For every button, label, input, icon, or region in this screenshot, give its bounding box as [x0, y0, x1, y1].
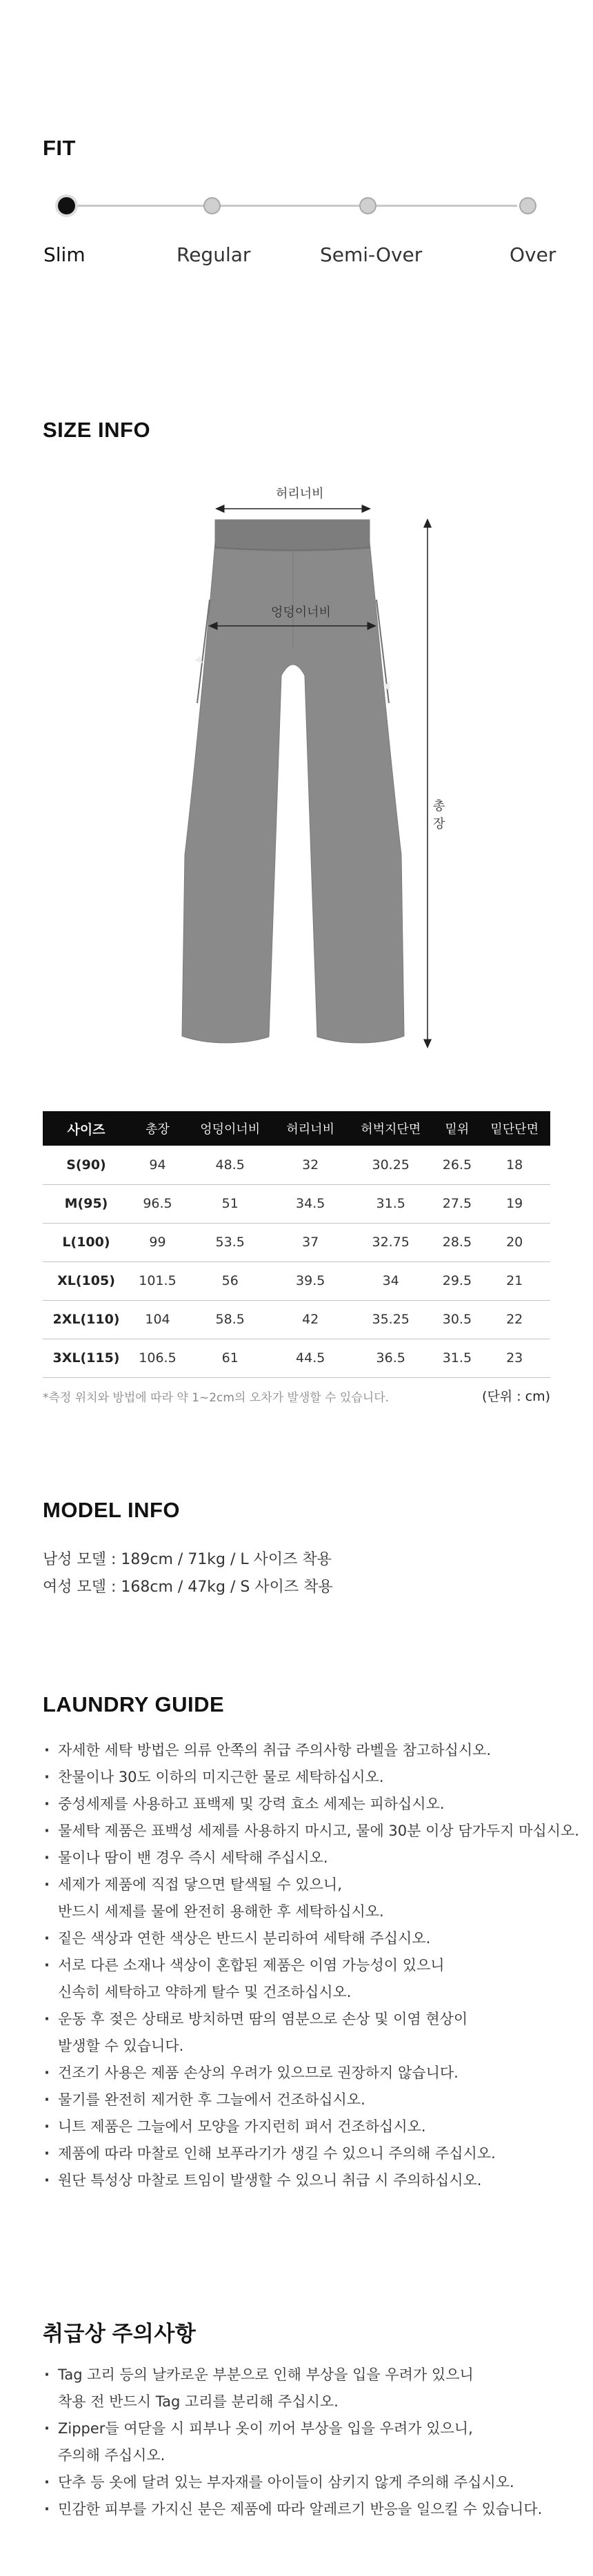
table-cell: 61	[185, 1339, 274, 1377]
table-cell: 99	[130, 1223, 185, 1261]
table-cell: 21	[479, 1261, 550, 1300]
table-cell: 42	[274, 1300, 346, 1339]
table-cell: 96.5	[130, 1184, 185, 1223]
list-item-text: 물기를 완전히 제거한 후 그늘에서 건조하십시오.	[58, 2091, 365, 2108]
list-item-text: 제품에 따라 마찰로 인해 보푸라기가 생길 수 있으니 주의해 주십시오.	[58, 2145, 496, 2162]
list-item-text: 단추 등 옷에 달려 있는 부자재를 아이들이 삼키지 않게 주의해 주십시오.	[58, 2474, 514, 2491]
size-table-header: 허리너비	[274, 1111, 346, 1146]
table-cell: M(95)	[43, 1184, 130, 1223]
list-item-text: · Zipper들 여닫을 시 피부나 옷이 끼어 부상을 입을 우려가 있으니,	[58, 2420, 473, 2437]
list-item	[43, 2140, 579, 2167]
list-item-text: · 세제가 제품에 직접 닿으면 탈색될 수 있으니,	[58, 1876, 342, 1893]
table-cell: 19	[479, 1184, 550, 1223]
waist-width-label: 허리너비	[273, 484, 327, 502]
table-cell: 18	[479, 1146, 550, 1184]
list-item	[43, 1818, 579, 1845]
table-row	[43, 1261, 550, 1300]
list-item-text: 물세탁 제품은 표백성 세제를 사용하지 마시고, 물에 30분 이상 담가두지 마십시오.	[58, 1823, 579, 1839]
table-cell: 94	[130, 1146, 185, 1184]
table-cell: 29.5	[435, 1261, 479, 1300]
fit-label-semi-over: Semi-Over	[320, 243, 423, 266]
list-item	[43, 1925, 579, 1952]
table-cell: L(100)	[43, 1223, 130, 1261]
model-info-title: MODEL INFO	[43, 1498, 181, 1522]
table-cell: 20	[479, 1223, 550, 1261]
length-label: 총장	[433, 799, 445, 831]
table-cell: 30.25	[346, 1146, 435, 1184]
table-cell: 3XL(115)	[43, 1339, 130, 1377]
pants-illustration	[138, 476, 455, 1068]
list-item	[43, 1764, 579, 1791]
table-cell: 48.5	[185, 1146, 274, 1184]
size-info-title: SIZE INFO	[43, 418, 151, 442]
list-item-text-cont: 발생할 수 있습니다.	[58, 2038, 184, 2054]
fit-title: FIT	[43, 136, 76, 160]
table-cell: 36.5	[346, 1339, 435, 1377]
list-item	[43, 2060, 579, 2087]
female-model-info: 여성 모델 : 168cm / 47kg / S 사이즈 착용	[43, 1579, 333, 1596]
size-table-header: 밑위	[435, 1111, 479, 1146]
table-cell: 31.5	[346, 1184, 435, 1223]
list-item-text: 니트 제품은 그늘에서 모양을 가지런히 펴서 건조하십시오.	[58, 2118, 426, 2135]
list-item	[43, 2113, 579, 2140]
size-table-header: 사이즈	[43, 1111, 130, 1146]
size-table-header: 허벅지단면	[346, 1111, 435, 1146]
size-table-header-row	[43, 1111, 550, 1146]
table-cell: 106.5	[130, 1339, 185, 1377]
male-model-info: 남성 모델 : 189cm / 71kg / L 사이즈 착용	[43, 1551, 332, 1568]
list-item-text: 짙은 색상과 연한 색상은 반드시 분리하여 세탁해 주십시오.	[58, 1930, 431, 1947]
list-item-text: 건조기 사용은 제품 손상의 우려가 있으므로 권장하지 않습니다.	[58, 2065, 459, 2081]
list-item	[43, 1737, 579, 1764]
list-item-text-cont: 신속히 세탁하고 약하게 탈수 및 건조하십시오.	[58, 1984, 352, 2000]
fit-dot-regular	[203, 197, 221, 214]
fit-dot-slim	[58, 197, 75, 214]
table-cell: 56	[185, 1261, 274, 1300]
pants-diagram	[138, 476, 455, 1068]
table-cell: 22	[479, 1300, 550, 1339]
fit-dot-semi-over	[359, 197, 376, 214]
list-item-text: 중성세제를 사용하고 표백제 및 강력 효소 세제는 피하십시오.	[58, 1796, 445, 1812]
table-cell: 51	[185, 1184, 274, 1223]
fit-label-over: Over	[510, 243, 556, 266]
list-item	[43, 1845, 579, 1872]
table-row	[43, 1300, 550, 1339]
fit-label-regular: Regular	[177, 243, 251, 266]
list-item-text: 자세한 세탁 방법은 의류 안쪽의 취급 주의사항 라벨을 참고하십시오.	[58, 1742, 492, 1758]
table-cell: 39.5	[274, 1261, 346, 1300]
table-cell: 35.25	[346, 1300, 435, 1339]
hip-width-label: 엉덩이너비	[271, 605, 331, 620]
list-item	[43, 2087, 579, 2113]
size-measurement-note: *측정 위치와 방법에 따라 약 1~2cm의 오차가 발생할 수 있습니다.	[43, 1391, 390, 1405]
list-item-text: 원단 특성상 마찰로 트임이 발생할 수 있으니 취급 시 주의하십시오.	[58, 2172, 482, 2189]
table-cell: 28.5	[435, 1223, 479, 1261]
size-table-header: 총장	[130, 1111, 185, 1146]
list-item	[43, 2469, 542, 2496]
table-cell: 30.5	[435, 1300, 479, 1339]
size-table	[43, 1111, 550, 1378]
size-unit-label: (단위 : cm)	[482, 1389, 550, 1404]
list-item-text: · 서로 다른 소재나 색상이 혼합된 제품은 이염 가능성이 있으니	[58, 1957, 445, 1974]
fit-scale-track	[65, 205, 517, 207]
list-item	[43, 1791, 579, 1818]
list-item-text: · Tag 고리 등의 날카로운 부분으로 인해 부상을 입을 우려가 있으니	[58, 2366, 474, 2383]
table-cell: 34	[346, 1261, 435, 1300]
table-row	[43, 1339, 550, 1377]
list-item	[43, 2006, 579, 2060]
table-row	[43, 1184, 550, 1223]
table-row	[43, 1223, 550, 1261]
size-table-header: 엉덩이너비	[185, 1111, 274, 1146]
list-item-text: 민감한 피부를 가지신 분은 제품에 따라 알레르기 반응을 일으킬 수 있습니다.	[58, 2501, 543, 2517]
table-cell: XL(105)	[43, 1261, 130, 1300]
table-cell: 34.5	[274, 1184, 346, 1223]
table-cell: 101.5	[130, 1261, 185, 1300]
table-cell: 53.5	[185, 1223, 274, 1261]
list-item	[43, 1952, 579, 2006]
table-cell: 32.75	[346, 1223, 435, 1261]
table-cell: 27.5	[435, 1184, 479, 1223]
list-item-text: · 운동 후 젖은 상태로 방치하면 땀의 염분으로 손상 및 이염 현상이	[58, 2011, 468, 2027]
table-cell: 26.5	[435, 1146, 479, 1184]
list-item-text-cont: 반드시 세제를 물에 완전히 용해한 후 세탁하십시오.	[58, 1903, 384, 1920]
list-item	[43, 1872, 579, 1925]
table-cell: 44.5	[274, 1339, 346, 1377]
list-item-text-cont: 주의해 주십시오.	[58, 2447, 165, 2464]
list-item-text-cont: 착용 전 반드시 Tag 고리를 분리해 주십시오.	[58, 2393, 339, 2410]
table-cell: 2XL(110)	[43, 1300, 130, 1339]
fit-dot-over	[519, 197, 536, 214]
laundry-guide-list	[43, 1737, 579, 2194]
size-table-header: 밑단단면	[479, 1111, 550, 1146]
table-cell: 23	[479, 1339, 550, 1377]
list-item	[43, 2415, 542, 2469]
table-cell: 58.5	[185, 1300, 274, 1339]
list-item	[43, 2496, 542, 2523]
table-cell: 32	[274, 1146, 346, 1184]
list-item	[43, 2167, 579, 2194]
table-cell: S(90)	[43, 1146, 130, 1184]
table-cell: 37	[274, 1223, 346, 1261]
table-cell: 31.5	[435, 1339, 479, 1377]
table-row	[43, 1146, 550, 1184]
handling-caution-title: 취급상 주의사항	[43, 2322, 197, 2346]
list-item-text: 찬물이나 30도 이하의 미지근한 물로 세탁하십시오.	[58, 1769, 384, 1785]
list-item-text: 물이나 땀이 밴 경우 즉시 세탁해 주십시오.	[58, 1849, 328, 1866]
handling-caution-list	[43, 2362, 542, 2523]
laundry-guide-title: LAUNDRY GUIDE	[43, 1692, 225, 1716]
fit-label-slim: Slim	[43, 243, 86, 266]
list-item	[43, 2362, 542, 2415]
table-cell: 104	[130, 1300, 185, 1339]
